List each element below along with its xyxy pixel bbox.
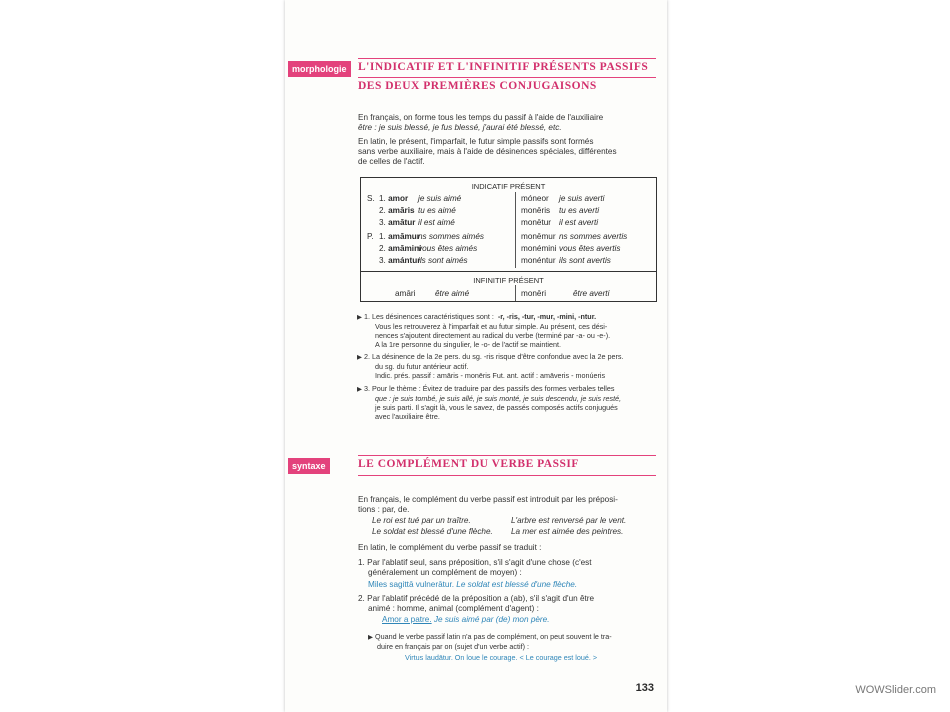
table-row: 2. amāmini <box>379 244 422 253</box>
text-line: avec l'auxiliaire être. <box>375 412 440 421</box>
table-title-infinitif: INFINITIF PRÉSENT <box>473 276 544 285</box>
title-rule-top <box>358 58 656 59</box>
text-line: Indic. prés. passif : amāris - monēris Fut. ant. actif : amāveris - monúeris <box>375 371 606 380</box>
syntax-title: LE COMPLÉMENT DU VERBE PASSIF <box>358 458 579 470</box>
table-cell: monētur <box>521 218 552 227</box>
example-sentence: La mer est aimée des peintres. <box>511 527 624 536</box>
text-line: sans verbe auxiliaire, mais à l'aide de désinences spéciales, différentes <box>358 147 617 156</box>
plural-label: P. <box>367 232 374 241</box>
text-line: nences s'ajoutent directement au radical du verbe (terminé par -a- ou -e-). <box>375 331 611 340</box>
table-cell: être aimé <box>435 289 470 298</box>
morphology-title-line1: L'INDICATIF ET L'INFINITIF PRÉSENTS PASSIFS <box>358 61 649 73</box>
text-line: je suis parti. Il s'agit là, vous le savez, de passés composés actifs conjugués <box>375 403 618 412</box>
table-cell: amāri <box>395 289 416 298</box>
syntax-item-1-example: Miles sagittā vulnerātur. Le soldat est blessé d'une flèche. <box>368 580 578 589</box>
note-2: ▶ 2. La désinence de la 2e pers. du sg. -ris risque d'être confondue avec la 2e pers. du sg. du futur antérieur actif. Indic. prés. passif : amāris - monēris Fut. ant. actif : amāveris - monúeris <box>357 352 659 380</box>
text-line: En français, on forme tous les temps du passif à l'aide de l'auxiliaire <box>358 113 604 122</box>
triangle-bullet-icon: ▶ <box>357 386 362 393</box>
text-line: Vous les retrouverez à l'imparfait et au futur simple. Au présent, ces dési- <box>375 322 608 331</box>
text-line: tions : par, de. <box>358 505 410 514</box>
table-row: 1. amor <box>379 194 409 203</box>
triangle-bullet-icon: ▶ <box>357 314 362 321</box>
table-cell: ns sommes aimés <box>418 232 484 241</box>
text-line: A la 1re personne du singulier, le -o- de l'actif se maintient. <box>375 340 561 349</box>
syntax-paragraph-1 <box>358 495 658 515</box>
syntax-note-example: Virtus laudātur. On loue le courage. < Le courage est loué. > <box>405 653 598 662</box>
table-cell: ils sont aimés <box>418 256 468 265</box>
triangle-bullet-icon: ▶ <box>357 354 362 361</box>
syntax-item-2-example: Amor a patre. Je suis aimé par (de) mon père. <box>382 615 550 624</box>
singular-label: S. <box>367 194 375 203</box>
example-sentence: Le roi est tué par un traître. <box>372 516 471 525</box>
table-cell: vous êtes aimés <box>418 244 478 253</box>
table-cell: être averti <box>573 289 610 298</box>
table-separator <box>361 271 656 272</box>
table-row: 3. amántur <box>379 256 421 265</box>
table-title-indicatif: INDICATIF PRÉSENT <box>471 182 546 191</box>
text-line: 1. Par l'ablatif seul, sans préposition, s'il s'agit d'une chose (c'est <box>358 558 592 567</box>
table-divider <box>515 192 516 268</box>
text-line: que : je suis tombé, je suis allé, je suis monté, je suis descendu, je suis resté, <box>375 394 622 403</box>
table-row: 1. amāmur <box>379 232 420 241</box>
table-cell: tu es aimé <box>418 206 456 215</box>
text-line: 2. Par l'ablatif précédé de la préposition a (ab), s'il s'agit d'un être <box>358 594 595 603</box>
table-cell: móneor <box>521 194 549 203</box>
section-tag-syntaxe: syntaxe <box>288 458 330 474</box>
text-line: En latin, le présent, l'imparfait, le futur simple passifs sont formés <box>358 137 594 146</box>
syntax-note: ▶ Quand le verbe passif latin n'a pas de complément, on peut souvent le tra- duire en français par on (sujet d'un verbe actif) : <box>368 632 660 651</box>
table-cell: monēri <box>521 289 547 298</box>
table-cell: monēris <box>521 206 551 215</box>
morphology-title-line2: DES DEUX PREMIÈRES CONJUGAISONS <box>358 80 597 92</box>
conjugation-table <box>360 177 657 302</box>
title-rule-top <box>358 455 656 456</box>
table-row: 2. amāris <box>379 206 415 215</box>
table-cell: monémini <box>521 244 557 253</box>
table-cell: ns sommes avertis <box>559 232 628 241</box>
text-line: être : je suis blessé, je fus blessé, j'aurai été blessé, etc. <box>358 123 562 132</box>
table-row: 3. amātur <box>379 218 416 227</box>
morphology-paragraph-1 <box>358 113 658 133</box>
example-sentence: L'arbre est renversé par le vent. <box>511 516 627 525</box>
note-3: ▶ 3. Pour le thème : Évitez de traduire par des passifs des formes verbales telles que : je suis tombé, je suis allé, je suis monté, je suis descendu, je suis resté, je suis parti. Il s'agit là, vous le savez, de passés composés actifs conjugués avec l'auxiliaire être. <box>357 384 659 421</box>
title-rule-bottom <box>358 475 656 476</box>
morphology-paragraph-2 <box>358 137 658 167</box>
table-cell: je suis averti <box>559 194 605 203</box>
table-cell: il est averti <box>559 218 599 227</box>
table-cell: ils sont avertis <box>559 256 611 265</box>
note-1: ▶ 1. Les désinences caractéristiques sont : -r, -ris, -tur, -mur, -mini, -ntur. Vous les retrouverez à l'imparfait et au futur simple. Au présent, ces dési- nences s'ajoutent directement au radical du verbe (terminé par -a- ou -e-). A la 1re personne du singulier, le -o- de l'actif se maintient. <box>357 312 659 349</box>
table-cell: il est aimé <box>418 218 455 227</box>
table-divider <box>515 285 516 301</box>
table-cell: je suis aimé <box>418 194 462 203</box>
text-line: généralement un complément de moyen) : <box>368 568 522 577</box>
table-cell: tu es averti <box>559 206 600 215</box>
text-line: du sg. du futur antérieur actif. <box>375 362 469 371</box>
syntax-paragraph-2: En latin, le complément du verbe passif se traduit : <box>358 543 542 552</box>
title-rule-mid <box>358 77 656 78</box>
textbook-page <box>285 0 667 712</box>
syntax-item-2 <box>358 594 658 614</box>
text-line: animé : homme, animal (complément d'agent) : <box>368 604 539 613</box>
table-cell: vous êtes avertis <box>559 244 621 253</box>
watermark: WOWSlider.com <box>855 684 936 696</box>
table-cell: monéntur <box>521 256 556 265</box>
section-tag-morphologie: morphologie <box>288 61 351 77</box>
triangle-bullet-icon: ▶ <box>368 634 373 641</box>
table-cell: monēmur <box>521 232 556 241</box>
page-number: 133 <box>635 682 654 694</box>
text-line: En français, le complément du verbe passif est introduit par les préposi- <box>358 495 618 504</box>
text-line: de celles de l'actif. <box>358 157 425 166</box>
example-sentence: Le soldat est blessé d'une flèche. <box>372 527 493 536</box>
text-line: duire en français par on (sujet d'un verbe actif) : <box>377 642 529 651</box>
syntax-item-1 <box>358 558 658 578</box>
